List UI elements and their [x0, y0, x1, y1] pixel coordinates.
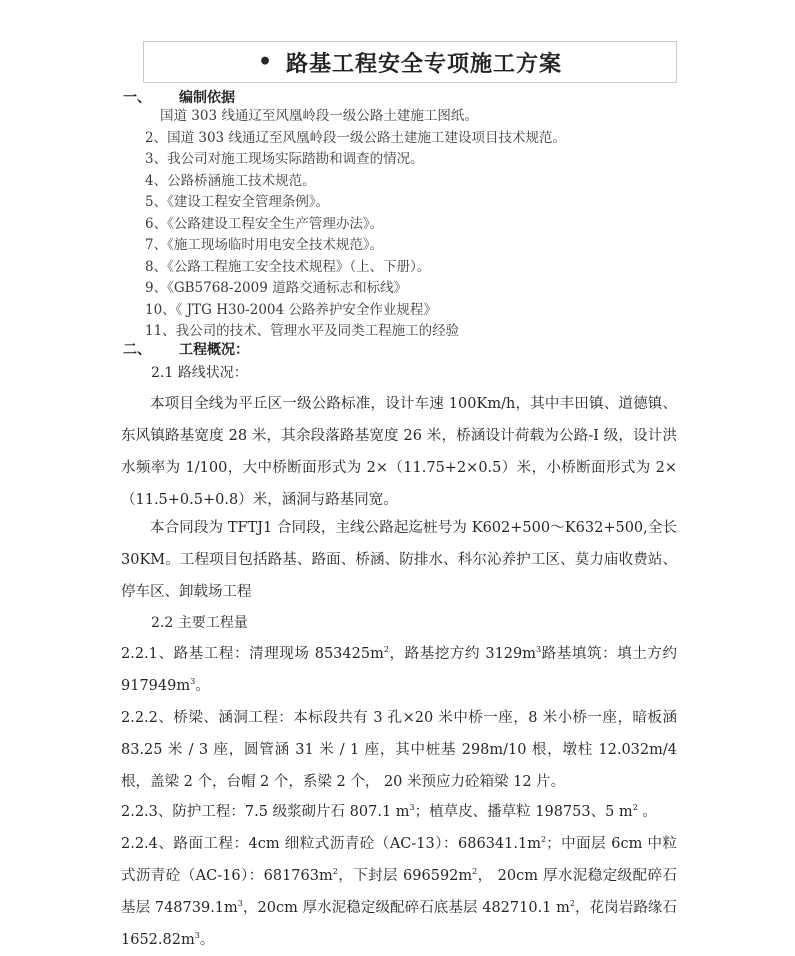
paragraph-protection: 2.2.3、防护工程：7.5 级浆砌片石 807.1 $m^3$；植草皮、播草粒 198753、5 $m^2$ 。 — [121, 803, 657, 820]
section-number: 一、 — [123, 90, 151, 106]
subsection-heading-route: 2.1 路线状况： — [151, 365, 248, 381]
list-item: 3、我公司对施工现场实际踏勘和调查的情况。 — [145, 151, 424, 167]
paragraph-contract: 本合同段为 TFTJ1 合同段，主线公路起迄桩号为 K602+500～K632+500,全长 30KM。工程项目包括路基、路面、桥涵、防排水、科尔沁养护工区、莫力庙收费站、停车区、卸载场工程 — [121, 520, 677, 600]
paragraph-bridges: 2.2.2、桥梁、涵洞工程：本标段共有 3 孔×20 米中桥一座，8 米小桥一座，暗板涵 83.25 米 / 3 座，圆管涵 31 米 / 1 座，其中桩基 298m/10 根，墩柱 12.032m/4 根，盖梁 2 个，台帽 2 个，系梁 2 个， 20 米预应力砼箱梁 12 片。 — [121, 710, 677, 790]
list-item: 国道 303 线通辽至风凰岭段一级公路土建施工图纸。 — [160, 108, 478, 124]
list-item: 6、《公路建设工程安全生产管理办法》。 — [145, 215, 384, 232]
page-title: 路基工程安全专项施工方案 — [286, 51, 563, 77]
list-item: 7、《施工现场临时用电安全技术规范》。 — [145, 237, 384, 253]
list-item: 4、公路桥涵施工技术规范。 — [145, 172, 316, 189]
list-item: 2、国道 303 线通辽至风凰岭段一级公路土建施工建设项目技术规范。 — [145, 129, 566, 146]
section-number: 二、 — [123, 342, 151, 358]
list-item: 8、《公路工程施工安全技术规程》（上、下册）。 — [145, 258, 431, 275]
title-bullet: • — [257, 49, 273, 75]
title-box — [143, 41, 677, 83]
paragraph-route: 本项目全线为平丘区一级公路标准，设计车速 100Km/h，其中丰田镇、道德镇、东风镇路基宽度 28 米，其余段落路基宽度 26 米，桥涵设计荷载为公路-I 级，设计洪水频率为 1/100，大中桥断面形式为 2×（11.75+2×0.5）米，小桥断面形式为 2×（11.5+0.5+0.8）米，涵洞与路基同宽。 — [121, 396, 677, 508]
list-item: 9、《GB5768-2009 道路交通标志和标线》 — [145, 280, 408, 296]
subsection-heading-quantities: 2.2 主要工程量 — [151, 615, 248, 631]
reference-list — [145, 106, 566, 343]
list-item: 5、《建设工程安全管理条例》。 — [145, 194, 330, 210]
section-title: 编制依据 — [179, 90, 235, 106]
section-title: 工程概况： — [179, 342, 249, 358]
paragraph-pavement: 2.2.4、路面工程：4cm 细粒式沥青砼（AC-13）：$686341.1m^2$；中面层 6cm 中粒式沥青砼（AC-16）：$681763m^2$，下封层 $696592m^2$， 20cm 厚水泥稳定级配碎石基层 $748739.1m^3$，20cm 厚水泥稳定级配碎石底基层 482710.1 $m^2$，花岗岩路缘石 $1652.82m^3$。 — [121, 835, 678, 948]
section-heading-basis — [123, 87, 235, 107]
section-heading-overview — [123, 339, 249, 359]
list-item: 10、《 JTG H30-2004 公路养护安全作业规程》 — [145, 301, 437, 318]
list-item: 11、我公司的技术、管理水平及同类工程施工的经验 — [145, 323, 460, 339]
paragraph-roadbed: 2.2.1、路基工程：清理现场 $853425m^2$，路基挖方约 $3129m^3$路基填筑：填土方约 $917949m^3$。 — [121, 645, 678, 694]
